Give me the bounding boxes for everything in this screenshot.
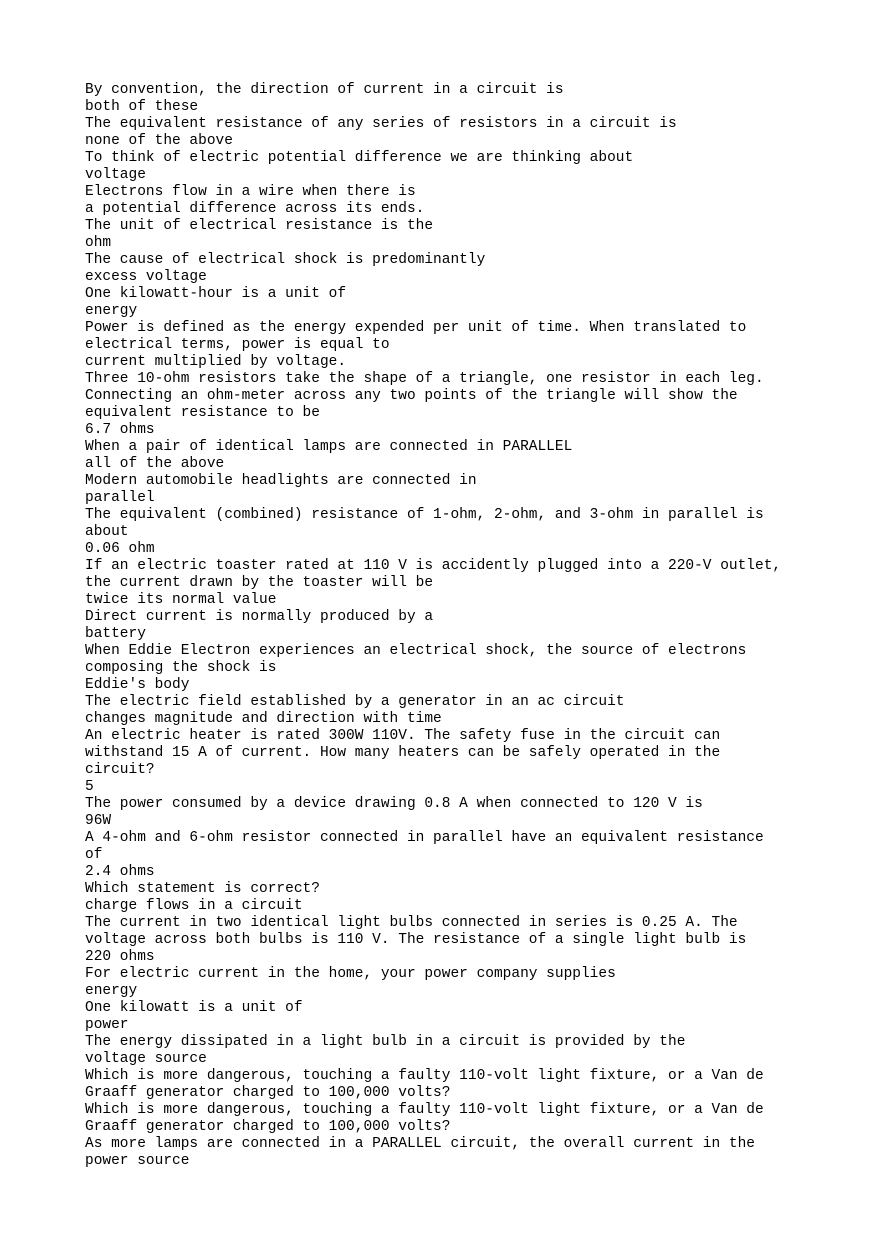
text-line: Which is more dangerous, touching a faulty 110-volt light fixture, or a Van de	[85, 1068, 764, 1084]
text-line: voltage source	[85, 1051, 207, 1067]
text-line: voltage	[85, 167, 146, 183]
text-line: power	[85, 1017, 129, 1033]
text-line: both of these	[85, 99, 199, 115]
text-line: The energy dissipated in a light bulb in a circuit is provided by the	[85, 1034, 686, 1050]
text-line: An electric heater is rated 300W 110V. The safety fuse in the circuit can	[85, 728, 721, 744]
text-line: Which statement is correct?	[85, 881, 320, 897]
text-line: When a pair of identical lamps are connected in PARALLEL	[85, 439, 573, 455]
text-line: 5	[85, 779, 94, 795]
text-line: battery	[85, 626, 146, 642]
text-line: changes magnitude and direction with time	[85, 711, 442, 727]
text-line: Direct current is normally produced by a	[85, 609, 434, 625]
text-line: When Eddie Electron experiences an electrical shock, the source of electrons	[85, 643, 747, 659]
text-line: One kilowatt-hour is a unit of	[85, 286, 347, 302]
text-line: parallel	[85, 490, 155, 506]
text-line: energy	[85, 303, 138, 319]
text-line: energy	[85, 983, 138, 999]
text-line: electrical terms, power is equal to	[85, 337, 390, 353]
text-line: the current drawn by the toaster will be	[85, 575, 434, 591]
text-line: By convention, the direction of current in a circuit is	[85, 82, 564, 98]
text-line: ohm	[85, 235, 112, 251]
text-line: voltage across both bulbs is 110 V. The resistance of a single light bulb is	[85, 932, 747, 948]
text-line: composing the shock is	[85, 660, 277, 676]
text-line: a potential difference across its ends.	[85, 201, 425, 217]
text-line: 6.7 ohms	[85, 422, 155, 438]
text-line: The electric field established by a generator in an ac circuit	[85, 694, 625, 710]
text-line: twice its normal value	[85, 592, 277, 608]
text-line: The current in two identical light bulbs connected in series is 0.25 A. The	[85, 915, 738, 931]
text-line: The equivalent (combined) resistance of 1-ohm, 2-ohm, and 3-ohm in parallel is	[85, 507, 764, 523]
text-line: To think of electric potential difference we are thinking about	[85, 150, 634, 166]
text-line: Graaff generator charged to 100,000 volts?	[85, 1119, 451, 1135]
text-line: Electrons flow in a wire when there is	[85, 184, 416, 200]
text-line: Graaff generator charged to 100,000 volts?	[85, 1085, 451, 1101]
text-line: Connecting an ohm-meter across any two points of the triangle will show the	[85, 388, 738, 404]
text-line: Modern automobile headlights are connected in	[85, 473, 477, 489]
text-line: 96W	[85, 813, 112, 829]
text-line: The unit of electrical resistance is the	[85, 218, 434, 234]
text-line: all of the above	[85, 456, 225, 472]
text-line: 2.4 ohms	[85, 864, 155, 880]
text-line: The power consumed by a device drawing 0.8 A when connected to 120 V is	[85, 796, 703, 812]
text-line: Which is more dangerous, touching a faulty 110-volt light fixture, or a Van de	[85, 1102, 764, 1118]
text-line: equivalent resistance to be	[85, 405, 320, 421]
text-line: of	[85, 847, 103, 863]
text-line: excess voltage	[85, 269, 207, 285]
text-line: charge flows in a circuit	[85, 898, 303, 914]
text-line: about	[85, 524, 129, 540]
text-line: 0.06 ohm	[85, 541, 155, 557]
text-line: As more lamps are connected in a PARALLEL circuit, the overall current in the	[85, 1136, 756, 1152]
text-line: Three 10-ohm resistors take the shape of a triangle, one resistor in each leg.	[85, 371, 764, 387]
text-line: For electric current in the home, your power company supplies	[85, 966, 616, 982]
text-line: The equivalent resistance of any series of resistors in a circuit is	[85, 116, 677, 132]
text-line: power source	[85, 1153, 190, 1169]
text-line: Eddie's body	[85, 677, 190, 693]
text-line: The cause of electrical shock is predominantly	[85, 252, 486, 268]
text-line: One kilowatt is a unit of	[85, 1000, 303, 1016]
document-page	[85, 82, 875, 1170]
text-line: If an electric toaster rated at 110 V is accidently plugged into a 220-V outlet,	[85, 558, 782, 574]
text-line: circuit?	[85, 762, 155, 778]
text-line: 220 ohms	[85, 949, 155, 965]
text-line: withstand 15 A of current. How many heaters can be safely operated in the	[85, 745, 721, 761]
text-line: A 4-ohm and 6-ohm resistor connected in parallel have an equivalent resistance	[85, 830, 764, 846]
text-line: current multiplied by voltage.	[85, 354, 347, 370]
text-line: none of the above	[85, 133, 233, 149]
text-line: Power is defined as the energy expended per unit of time. When translated to	[85, 320, 747, 336]
